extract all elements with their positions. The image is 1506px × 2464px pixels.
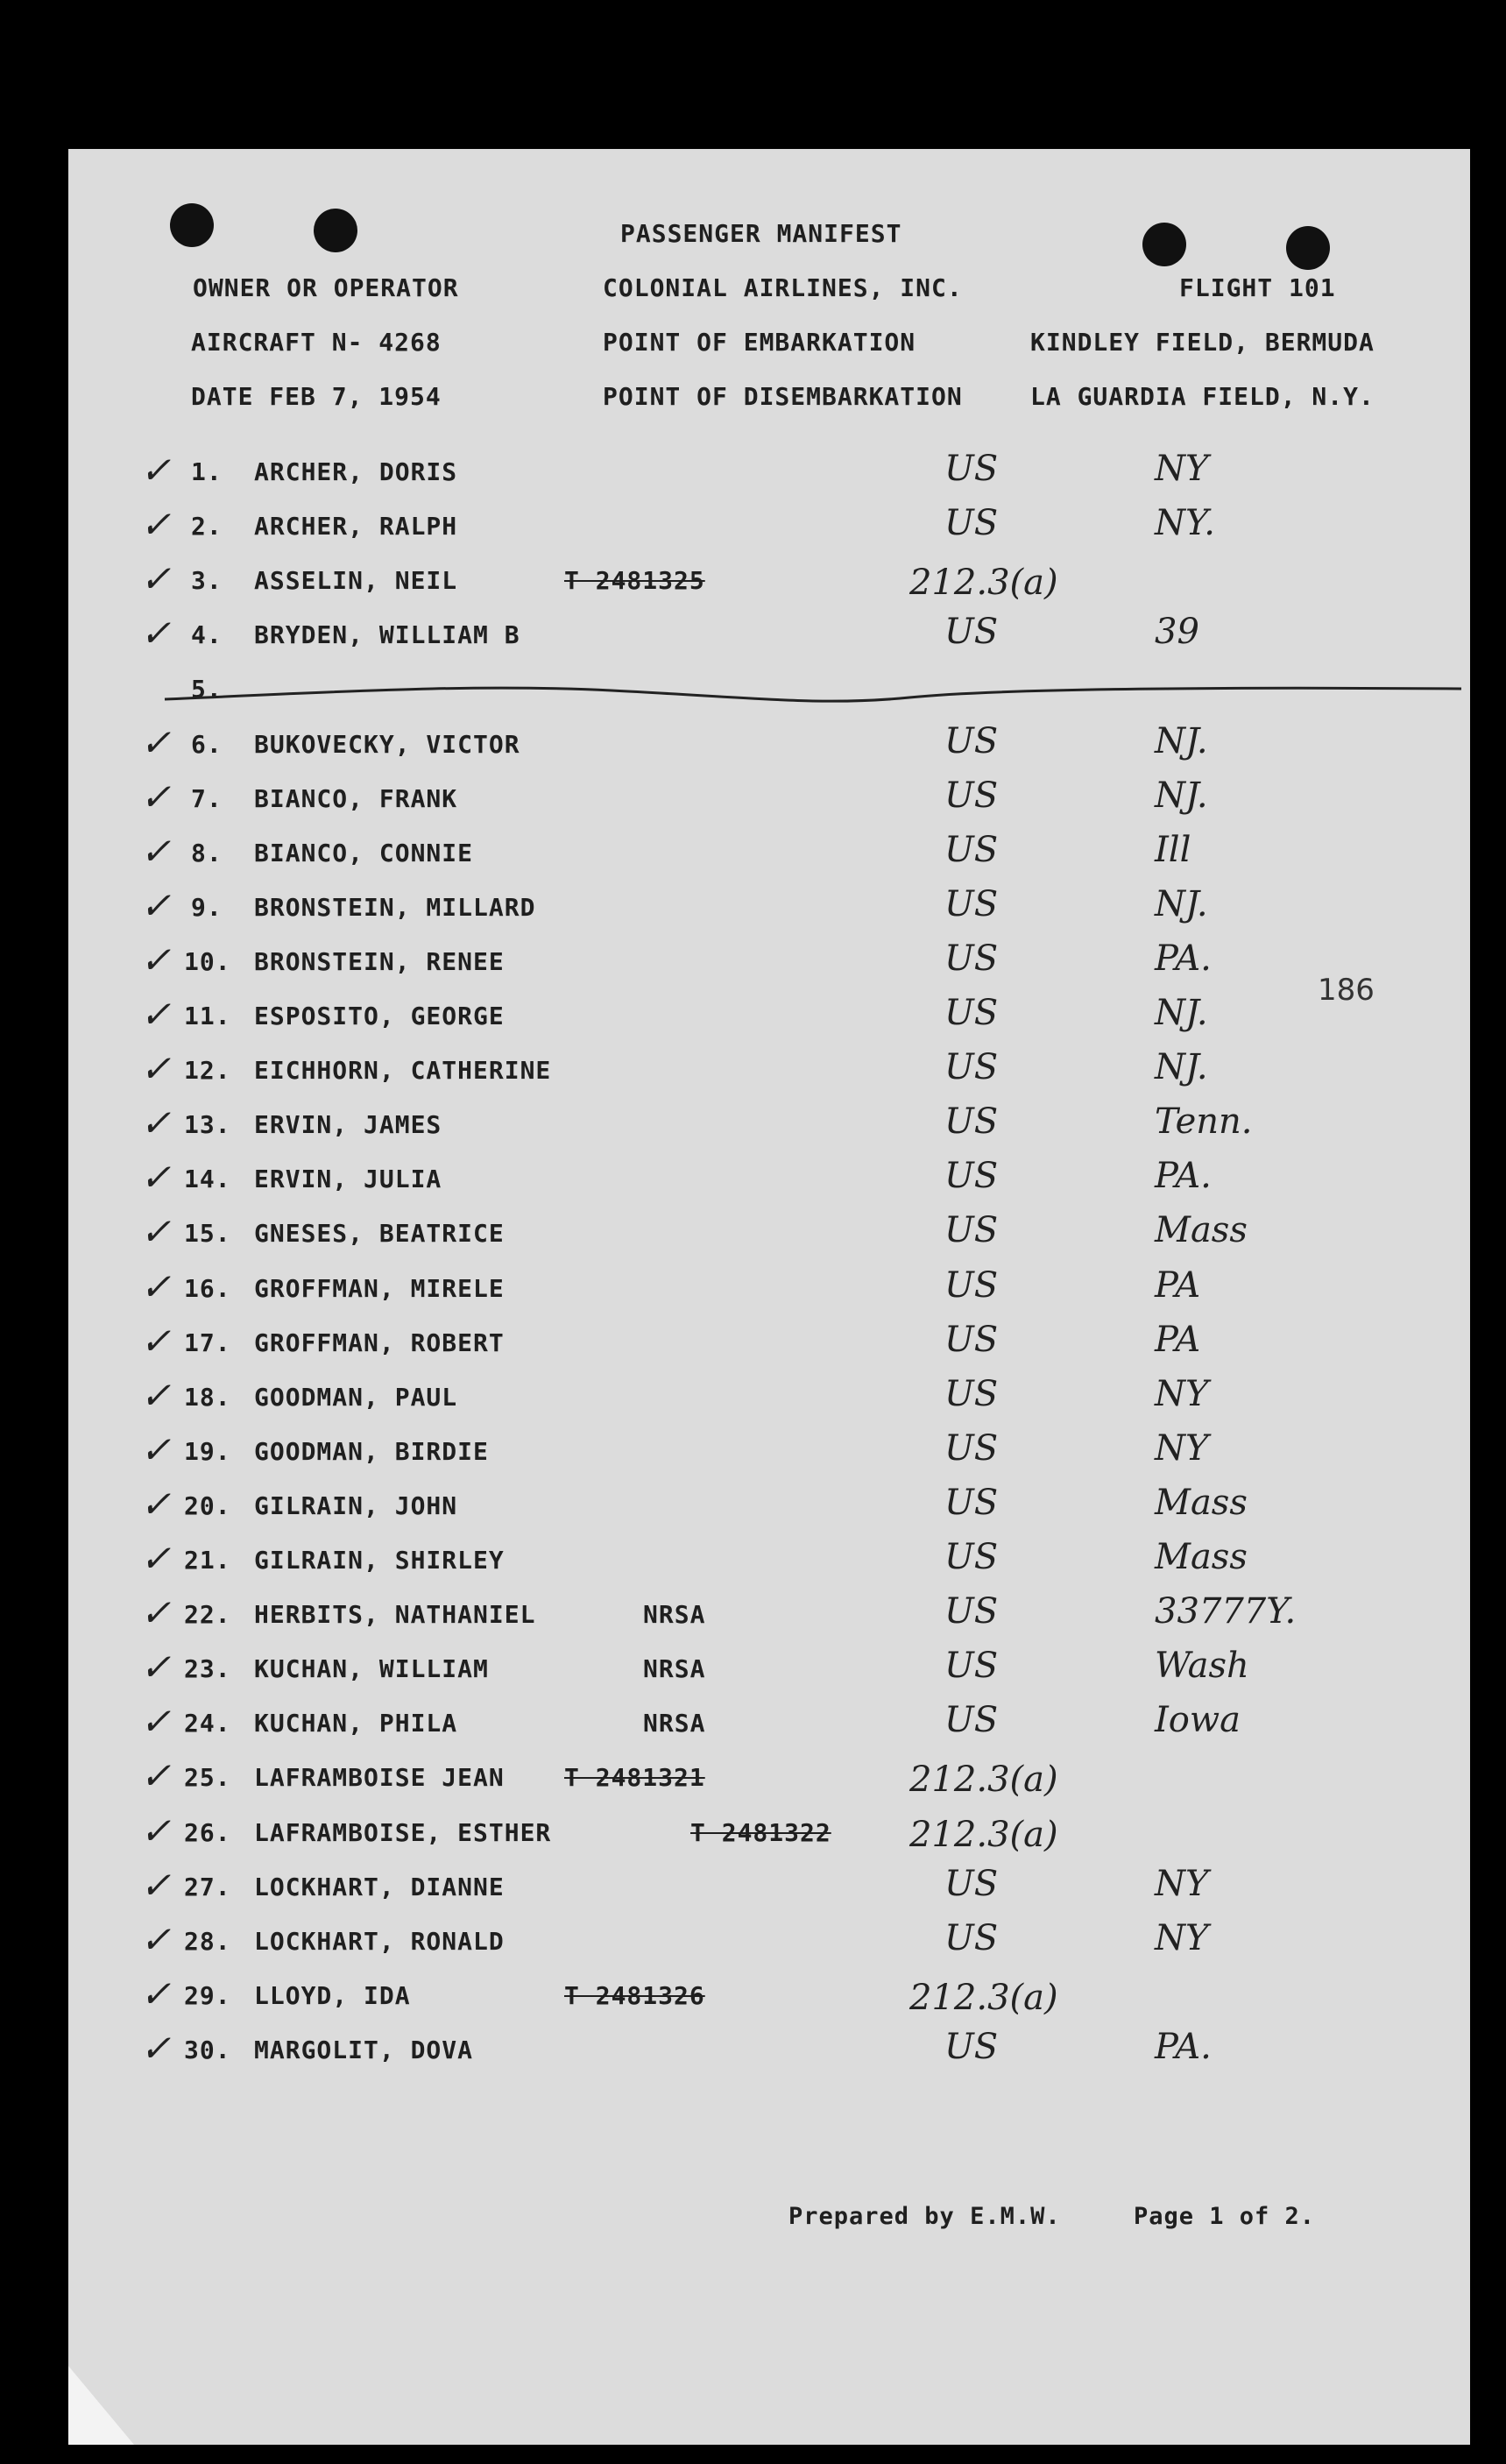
folded-corner <box>68 2366 134 2445</box>
residence: 33777Y. <box>1155 1591 1297 1632</box>
row-number: 9. <box>191 892 223 922</box>
passenger-name: LOCKHART, RONALD <box>254 1926 505 1956</box>
passenger-name: GNESES, BEATRICE <box>254 1219 505 1249</box>
nationality: US <box>944 2026 999 2067</box>
stamp-number: 186 <box>1318 973 1375 1008</box>
residence: NJ. <box>1155 993 1208 1033</box>
residence: Mass <box>1155 1210 1248 1251</box>
nationality: US <box>944 1319 999 1360</box>
residence: NY <box>1155 1917 1209 1958</box>
residence: PA. <box>1155 1156 1212 1197</box>
checkmark: ✓ <box>140 1646 172 1689</box>
row-number: 16. <box>184 1273 231 1303</box>
row-number: 30. <box>184 2035 231 2064</box>
checkmark: ✓ <box>140 503 172 547</box>
manifest-page <box>68 149 1470 2445</box>
row-number: 27. <box>184 1872 231 1901</box>
residence: Mass <box>1155 1482 1248 1523</box>
row-number: 14. <box>184 1165 231 1194</box>
residence: NY <box>1155 1863 1209 1904</box>
row-number: 17. <box>184 1328 231 1357</box>
checkmark: ✓ <box>140 883 172 927</box>
embarkation-value: KINDLEY FIELD, BERMUDA <box>1030 328 1375 357</box>
passenger-name: ESPOSITO, GEORGE <box>254 1002 505 1030</box>
checkmark: ✓ <box>140 1700 172 1744</box>
nationality: US <box>944 938 999 979</box>
residence: PA. <box>1155 2026 1212 2067</box>
row-number: 23. <box>184 1654 231 1684</box>
checkmark: ✓ <box>140 1809 172 1852</box>
checkmark: ✓ <box>140 1972 172 2015</box>
nationality: 212.3(a) <box>909 1814 1058 1855</box>
operator-name: COLONIAL AIRLINES, INC. <box>603 273 963 302</box>
row-number: 6. <box>191 729 223 759</box>
checkmark: ✓ <box>140 775 172 818</box>
checkmark: ✓ <box>140 1156 172 1200</box>
row-number: 18. <box>184 1382 231 1412</box>
row-number: 2. <box>191 512 223 542</box>
checkmark: ✓ <box>140 2026 172 2070</box>
checkmark: ✓ <box>140 829 172 873</box>
page-number: Page 1 of 2. <box>1134 2203 1316 2230</box>
passenger-name: GROFFMAN, ROBERT <box>254 1328 505 1357</box>
punch-hole <box>314 209 357 252</box>
aircraft-number: AIRCRAFT N- 4268 <box>191 328 442 357</box>
checkmark: ✓ <box>140 1863 172 1907</box>
checkmark: ✓ <box>140 720 172 764</box>
row-number: 13. <box>184 1110 231 1140</box>
residence: NJ. <box>1155 883 1208 924</box>
residence: NY <box>1155 449 1209 489</box>
row-number: 29. <box>184 1980 231 2010</box>
checkmark: ✓ <box>140 612 172 655</box>
passenger-name: EICHHORN, CATHERINE <box>254 1056 552 1086</box>
passenger-name: ARCHER, RALPH <box>254 512 458 542</box>
passenger-name: LAFRAMBOISE, ESTHER <box>254 1817 552 1847</box>
row-number: 3. <box>191 566 223 596</box>
row-number: 8. <box>191 838 223 867</box>
punch-hole <box>170 203 214 247</box>
checkmark: ✓ <box>140 1047 172 1091</box>
passenger-name: LAFRAMBOISE JEAN <box>254 1763 505 1793</box>
ticket-number: T 2481326 <box>564 1980 705 2010</box>
punch-hole <box>1286 226 1330 270</box>
flight-date: DATE FEB 7, 1954 <box>191 382 442 411</box>
passenger-name: ASSELIN, NEIL <box>254 566 458 596</box>
row-number: 11. <box>184 1002 231 1030</box>
passenger-name: GILRAIN, JOHN <box>254 1490 458 1520</box>
disembarkation-label: POINT OF DISEMBARKATION <box>603 382 963 411</box>
row-number: 20. <box>184 1490 231 1520</box>
nationality: 212.3(a) <box>909 1759 1058 1801</box>
checkmark: ✓ <box>140 1373 172 1417</box>
checkmark: ✓ <box>140 1101 172 1145</box>
row-number: 22. <box>184 1600 231 1630</box>
checkmark: ✓ <box>140 993 172 1036</box>
row-number: 25. <box>184 1763 231 1793</box>
checkmark: ✓ <box>140 1754 172 1798</box>
passenger-name: MARGOLIT, DOVA <box>254 2035 474 2064</box>
nationality: US <box>944 993 999 1033</box>
passenger-name: ERVIN, JULIA <box>254 1165 442 1194</box>
nationality: 212.3(a) <box>909 563 1058 604</box>
nationality: US <box>944 1264 999 1306</box>
passenger-name: BRONSTEIN, RENEE <box>254 946 505 976</box>
disembarkation-value: LA GUARDIA FIELD, N.Y. <box>1030 382 1375 411</box>
residence: PA <box>1155 1319 1201 1360</box>
nationality: US <box>944 612 999 653</box>
nationality: US <box>944 1591 999 1632</box>
passenger-name: BRONSTEIN, MILLARD <box>254 892 536 922</box>
nationality: US <box>944 1700 999 1741</box>
nationality: US <box>944 1047 999 1088</box>
checkmark: ✓ <box>140 1427 172 1471</box>
checkmark: ✓ <box>140 1917 172 1961</box>
nationality: US <box>944 883 999 924</box>
passenger-name: KUCHAN, WILLIAM <box>254 1654 489 1684</box>
prepared-by: Prepared by E.M.W. <box>788 2203 1061 2230</box>
checkmark: ✓ <box>140 557 172 601</box>
checkmark: ✓ <box>140 1319 172 1363</box>
nationality: US <box>944 829 999 870</box>
residence: NJ. <box>1155 720 1208 761</box>
owner-label: OWNER OR OPERATOR <box>193 273 459 302</box>
passenger-name: HERBITS, NATHANIEL <box>254 1600 536 1630</box>
ticket-number: T 2481325 <box>564 566 705 596</box>
checkmark: ✓ <box>140 1591 172 1635</box>
checkmark: ✓ <box>140 1210 172 1254</box>
nationality: US <box>944 1917 999 1958</box>
row-number: 10. <box>184 946 231 976</box>
passenger-name: ARCHER, DORIS <box>254 457 458 486</box>
status-code: NRSA <box>643 1600 706 1630</box>
embarkation-label: POINT OF EMBARKATION <box>603 328 916 357</box>
residence: NY <box>1155 1427 1209 1469</box>
checkmark: ✓ <box>140 449 172 492</box>
punch-hole <box>1142 223 1186 266</box>
ticket-number: T 2481322 <box>690 1817 831 1847</box>
status-code: NRSA <box>643 1709 706 1738</box>
residence: NJ. <box>1155 775 1208 816</box>
residence: NJ. <box>1155 1047 1208 1088</box>
nationality: US <box>944 775 999 816</box>
passenger-name: BUKOVECKY, VICTOR <box>254 729 520 759</box>
row-number: 5. <box>191 675 223 705</box>
nationality: US <box>944 1373 999 1414</box>
row-number: 24. <box>184 1709 231 1738</box>
row-number: 15. <box>184 1219 231 1249</box>
passenger-name: BIANCO, CONNIE <box>254 838 474 867</box>
residence: Tenn. <box>1155 1101 1253 1143</box>
nationality: US <box>944 1427 999 1469</box>
residence: PA <box>1155 1264 1201 1306</box>
passenger-name: GOODMAN, PAUL <box>254 1382 458 1412</box>
nationality: US <box>944 1210 999 1251</box>
checkmark: ✓ <box>140 1482 172 1526</box>
passenger-name: GOODMAN, BIRDIE <box>254 1436 489 1466</box>
nationality: US <box>944 449 999 489</box>
manifest-title: PASSENGER MANIFEST <box>620 219 902 248</box>
row-number: 26. <box>184 1817 231 1847</box>
checkmark: ✓ <box>140 1264 172 1308</box>
row-number: 7. <box>191 783 223 813</box>
row-number: 4. <box>191 620 223 650</box>
residence: NY. <box>1155 503 1215 544</box>
nationality: US <box>944 1482 999 1523</box>
passenger-name: GILRAIN, SHIRLEY <box>254 1546 505 1575</box>
nationality: US <box>944 1156 999 1197</box>
nationality: US <box>944 503 999 544</box>
passenger-name: GROFFMAN, MIRELE <box>254 1273 505 1303</box>
row-number: 1. <box>191 457 223 486</box>
nationality: US <box>944 1101 999 1143</box>
residence: NY <box>1155 1373 1209 1414</box>
passenger-name: BRYDEN, WILLIAM B <box>254 620 520 650</box>
ticket-number: T 2481321 <box>564 1763 705 1793</box>
checkmark: ✓ <box>140 1537 172 1580</box>
passenger-name: LLOYD, IDA <box>254 1980 411 2010</box>
row-number: 12. <box>184 1056 231 1086</box>
passenger-name: KUCHAN, PHILA <box>254 1709 458 1738</box>
row-number: 19. <box>184 1436 231 1466</box>
passenger-name: LOCKHART, DIANNE <box>254 1872 505 1901</box>
nationality: US <box>944 1537 999 1577</box>
checkmark: ✓ <box>140 938 172 981</box>
residence: Ill <box>1155 829 1191 870</box>
status-code: NRSA <box>643 1654 706 1684</box>
row-number: 28. <box>184 1926 231 1956</box>
nationality: US <box>944 1863 999 1904</box>
passenger-name: BIANCO, FRANK <box>254 783 458 813</box>
nationality: US <box>944 1646 999 1687</box>
residence: Iowa <box>1155 1700 1241 1741</box>
residence: Mass <box>1155 1537 1248 1577</box>
flight-number: FLIGHT 101 <box>1179 273 1336 302</box>
passenger-name: ERVIN, JAMES <box>254 1110 442 1140</box>
nationality: 212.3(a) <box>909 1977 1058 2018</box>
residence: Wash <box>1155 1646 1249 1687</box>
nationality: US <box>944 720 999 761</box>
cancel-line <box>156 675 1470 710</box>
row-number: 21. <box>184 1546 231 1575</box>
residence: PA. <box>1155 938 1212 979</box>
residence: 39 <box>1155 612 1199 653</box>
